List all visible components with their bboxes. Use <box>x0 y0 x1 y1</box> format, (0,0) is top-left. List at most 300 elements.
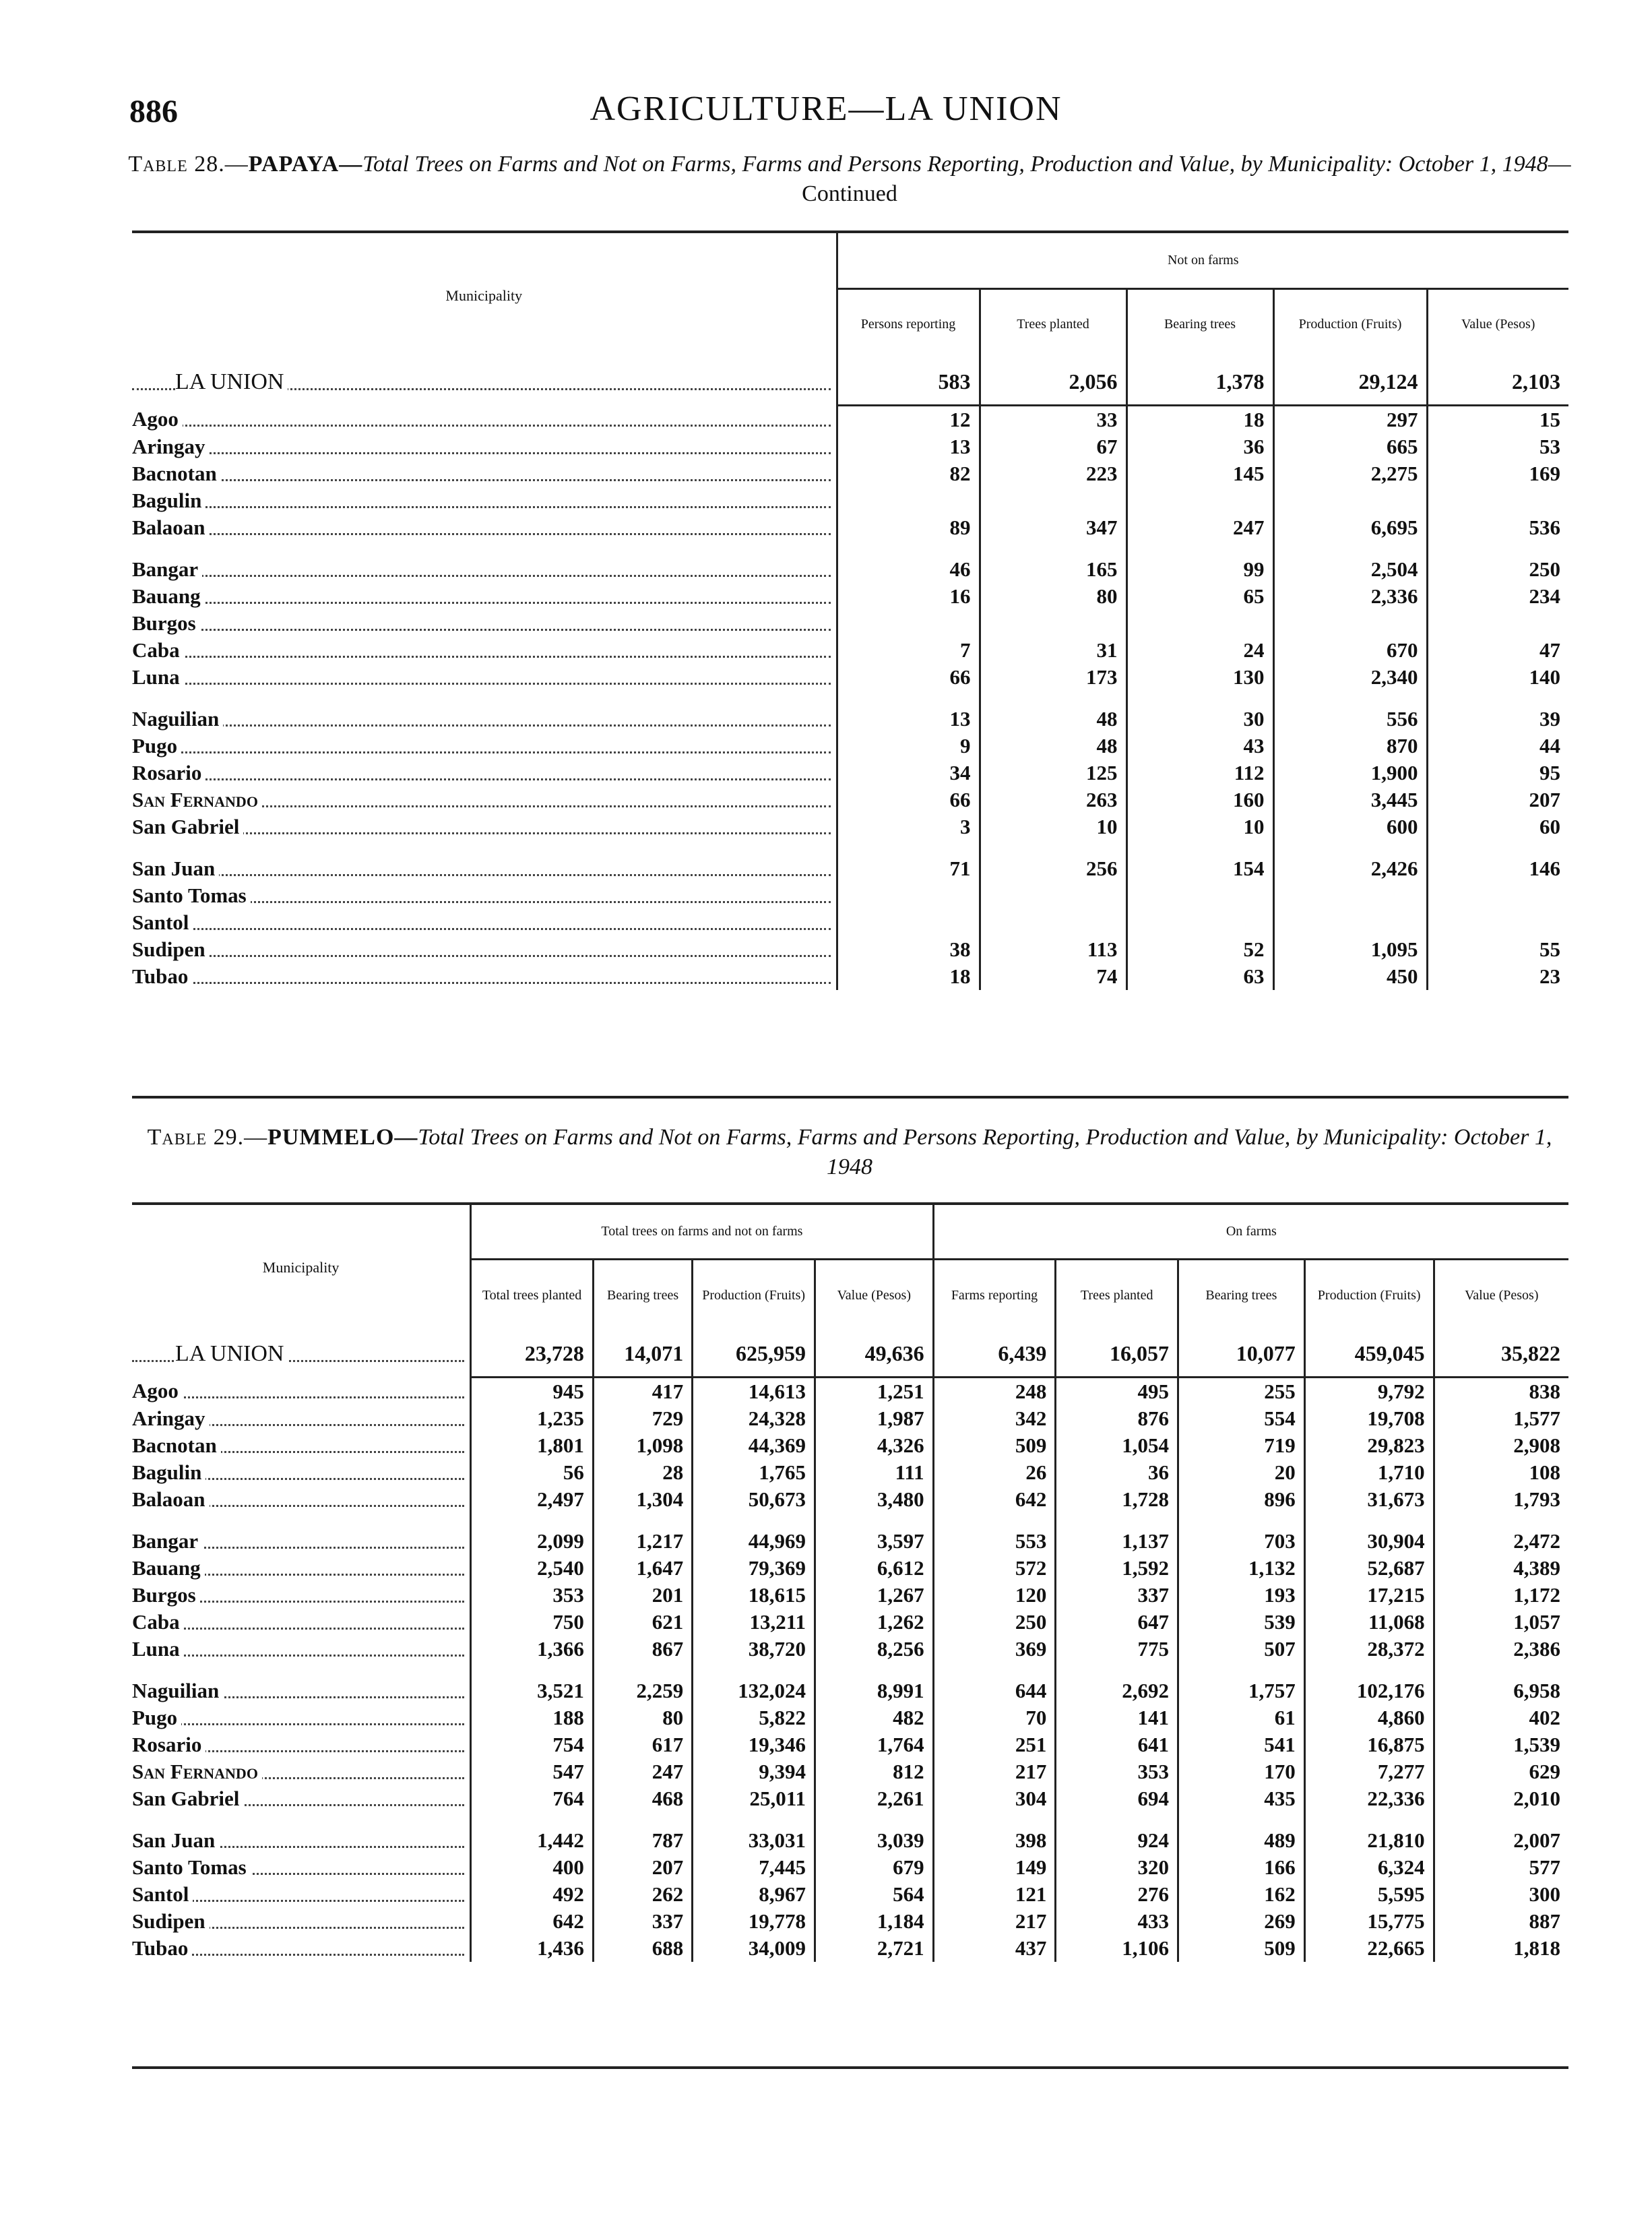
data-cell: 536 <box>1427 514 1568 541</box>
data-cell: 764 <box>471 1785 594 1812</box>
data-cell: 2,692 <box>1056 1677 1178 1704</box>
data-cell: 146 <box>1427 855 1568 882</box>
data-cell: 750 <box>471 1609 594 1636</box>
spacer-cell <box>132 541 837 556</box>
municipality-label: San Juan <box>132 857 219 880</box>
data-cell: 507 <box>1178 1636 1305 1663</box>
municipality-label: Aringay <box>132 435 210 458</box>
t29-column-header: Bearing trees <box>593 1259 692 1330</box>
data-cell: 583 <box>837 359 980 406</box>
data-cell: 4,389 <box>1434 1555 1568 1582</box>
t28-column-header: Trees planted <box>980 288 1126 359</box>
municipality-label: Bagulin <box>132 1460 205 1484</box>
data-cell: 3,597 <box>815 1528 933 1555</box>
data-cell: 641 <box>1056 1731 1178 1758</box>
spacer-cell <box>1304 1663 1434 1677</box>
table28-caption-text: Total Trees on Farms and Not on Farms, Farms and Persons Reporting, Production and Value, by Municipality: October 1, 1948 <box>362 152 1548 177</box>
spacer-cell <box>815 1513 933 1528</box>
municipality-name <box>132 406 837 434</box>
municipality-label: Burgos <box>132 611 200 635</box>
data-cell: 4,326 <box>815 1432 933 1459</box>
data-cell: 1,728 <box>1056 1486 1178 1513</box>
data-cell: 353 <box>471 1582 594 1609</box>
t29-table-row <box>132 1405 1568 1432</box>
municipality-name <box>132 760 837 786</box>
municipality-name <box>132 1459 471 1486</box>
data-cell: 679 <box>815 1854 933 1881</box>
data-cell: 50,673 <box>693 1486 815 1513</box>
data-cell: 66 <box>837 664 980 691</box>
data-cell: 28,372 <box>1304 1636 1434 1663</box>
t29-column-header: Bearing trees <box>1178 1259 1305 1330</box>
t28-table-row <box>132 706 1568 733</box>
spacer-cell <box>933 1513 1056 1528</box>
data-cell: 121 <box>933 1881 1056 1908</box>
municipality-label: Luna <box>132 1637 184 1661</box>
municipality-name <box>132 855 837 882</box>
data-cell: 217 <box>933 1758 1056 1785</box>
data-cell: 342 <box>933 1405 1056 1432</box>
municipality-name <box>132 359 837 406</box>
data-cell <box>1427 487 1568 514</box>
municipality-name <box>132 1935 471 1962</box>
t29-table-row <box>132 1758 1568 1785</box>
data-cell: 2,540 <box>471 1555 594 1582</box>
spacer-cell <box>1427 840 1568 855</box>
data-cell: 5,822 <box>693 1704 815 1731</box>
data-cell: 1,184 <box>815 1908 933 1935</box>
data-cell: 63 <box>1126 963 1273 990</box>
municipality-label: Bauang <box>132 1556 205 1580</box>
spacer-cell <box>1056 1663 1178 1677</box>
data-cell: 417 <box>593 1378 692 1406</box>
data-cell: 67 <box>980 433 1126 460</box>
data-cell: 52,687 <box>1304 1555 1434 1582</box>
data-cell: 398 <box>933 1827 1056 1854</box>
data-cell: 18,615 <box>693 1582 815 1609</box>
data-cell: 2,010 <box>1434 1785 1568 1812</box>
t28-table-row <box>132 664 1568 691</box>
municipality-label: Bacnotan <box>132 1433 221 1457</box>
t28-column-header: Value (Pesos) <box>1427 288 1568 359</box>
data-cell: 16,057 <box>1056 1330 1178 1378</box>
t29-table-row <box>132 1459 1568 1486</box>
data-cell: 554 <box>1178 1405 1305 1432</box>
spacer-cell <box>1273 541 1427 556</box>
t29-table-row <box>132 1908 1568 1935</box>
t28-table-row <box>132 487 1568 514</box>
data-cell: 20 <box>1178 1459 1305 1486</box>
data-cell: 217 <box>933 1908 1056 1935</box>
table28-group-header: Not on farms <box>837 232 1568 288</box>
municipality-label: Bacnotan <box>132 462 221 485</box>
data-cell: 402 <box>1434 1704 1568 1731</box>
data-cell: 688 <box>593 1935 692 1962</box>
spacer-row <box>132 691 1568 706</box>
data-cell: 33 <box>980 406 1126 434</box>
data-cell: 113 <box>980 936 1126 963</box>
data-cell: 23 <box>1427 963 1568 990</box>
spacer-cell <box>132 1513 471 1528</box>
municipality-name <box>132 637 837 664</box>
data-cell: 1,132 <box>1178 1555 1305 1582</box>
municipality-name <box>132 1378 471 1406</box>
data-cell <box>980 487 1126 514</box>
data-cell: 703 <box>1178 1528 1305 1555</box>
data-cell <box>980 610 1126 637</box>
data-cell: 1,801 <box>471 1432 594 1459</box>
data-cell: 35,822 <box>1434 1330 1568 1378</box>
data-cell: 82 <box>837 460 980 487</box>
data-cell: 2,497 <box>471 1486 594 1513</box>
table29-caption-text: Total Trees on Farms and Not on Farms, Farms and Persons Reporting, Production and Value, by Municipality: October 1, 1948 <box>418 1125 1552 1179</box>
data-cell: 34,009 <box>693 1935 815 1962</box>
data-cell: 111 <box>815 1459 933 1486</box>
data-cell: 577 <box>1434 1854 1568 1881</box>
spacer-cell <box>1056 1812 1178 1827</box>
municipality-label: Sudipen <box>132 937 210 961</box>
data-cell: 71 <box>837 855 980 882</box>
data-cell: 120 <box>933 1582 1056 1609</box>
spacer-cell <box>471 1812 594 1827</box>
table28-caption-lead: Table 28.— <box>128 152 249 177</box>
data-cell: 80 <box>593 1704 692 1731</box>
municipality-label: Naguilian <box>132 707 223 731</box>
data-cell: 251 <box>933 1731 1056 1758</box>
running-head: AGRICULTURE—LA UNION <box>590 90 1062 128</box>
t28-table-row <box>132 909 1568 936</box>
t28-table-row <box>132 733 1568 760</box>
data-cell: 2,275 <box>1273 460 1427 487</box>
data-cell: 1,577 <box>1434 1405 1568 1432</box>
data-cell: 36 <box>1126 433 1273 460</box>
t29-table-row <box>132 1582 1568 1609</box>
data-cell: 12 <box>837 406 980 434</box>
t29-table-row <box>132 1854 1568 1881</box>
spacer-cell <box>980 840 1126 855</box>
data-cell: 38 <box>837 936 980 963</box>
data-cell: 492 <box>471 1881 594 1908</box>
data-cell: 4,860 <box>1304 1704 1434 1731</box>
data-cell: 26 <box>933 1459 1056 1486</box>
t29-column-header: Production (Fruits) <box>693 1259 815 1330</box>
municipality-label: Caba <box>132 638 184 662</box>
municipality-label: San Fernando <box>132 1760 262 1783</box>
spacer-cell <box>593 1663 692 1677</box>
t28-table-row <box>132 936 1568 963</box>
data-cell: 495 <box>1056 1378 1178 1406</box>
data-cell: 49,636 <box>815 1330 933 1378</box>
data-cell: 145 <box>1126 460 1273 487</box>
data-cell: 46 <box>837 556 980 583</box>
data-cell: 173 <box>980 664 1126 691</box>
data-cell: 256 <box>980 855 1126 882</box>
municipality-name <box>132 514 837 541</box>
data-cell: 553 <box>933 1528 1056 1555</box>
data-cell: 29,124 <box>1273 359 1427 406</box>
municipality-name <box>132 460 837 487</box>
municipality-label: Agoo <box>132 407 183 431</box>
data-cell <box>1427 882 1568 909</box>
data-cell <box>980 909 1126 936</box>
data-cell: 262 <box>593 1881 692 1908</box>
t28-table-row <box>132 882 1568 909</box>
data-cell: 665 <box>1273 433 1427 460</box>
data-cell: 22,665 <box>1304 1935 1434 1962</box>
data-cell: 450 <box>1273 963 1427 990</box>
municipality-label: Burgos <box>132 1583 200 1607</box>
spacer-cell <box>1126 840 1273 855</box>
data-cell: 55 <box>1427 936 1568 963</box>
data-cell: 31 <box>980 637 1126 664</box>
data-cell: 297 <box>1273 406 1427 434</box>
municipality-name <box>132 1405 471 1432</box>
data-cell: 337 <box>593 1908 692 1935</box>
spacer-cell <box>815 1663 933 1677</box>
spacer-row <box>132 541 1568 556</box>
data-cell: 44 <box>1427 733 1568 760</box>
t29-total-row <box>132 1330 1568 1378</box>
data-cell: 3,039 <box>815 1827 933 1854</box>
municipality-label: Caba <box>132 1610 184 1634</box>
t28-table-row <box>132 406 1568 434</box>
data-cell: 400 <box>471 1854 594 1881</box>
data-cell: 924 <box>1056 1827 1178 1854</box>
data-cell: 16,875 <box>1304 1731 1434 1758</box>
municipality-label: Balaoan <box>132 516 210 539</box>
municipality-name <box>132 556 837 583</box>
data-cell: 435 <box>1178 1785 1305 1812</box>
data-cell: 166 <box>1178 1854 1305 1881</box>
data-cell: 132,024 <box>693 1677 815 1704</box>
municipality-label: Bagulin <box>132 489 205 512</box>
data-cell: 2,103 <box>1427 359 1568 406</box>
data-cell: 61 <box>1178 1704 1305 1731</box>
data-cell: 1,818 <box>1434 1935 1568 1962</box>
t28-table-row <box>132 514 1568 541</box>
municipality-label: Bangar <box>132 1529 202 1553</box>
data-cell: 2,259 <box>593 1677 692 1704</box>
data-cell: 945 <box>471 1378 594 1406</box>
data-cell: 1,987 <box>815 1405 933 1432</box>
t28-total-row <box>132 359 1568 406</box>
data-cell: 31,673 <box>1304 1486 1434 1513</box>
data-cell: 18 <box>1126 406 1273 434</box>
data-cell: 30 <box>1126 706 1273 733</box>
municipality-name <box>132 1827 471 1854</box>
spacer-cell <box>1304 1513 1434 1528</box>
data-cell <box>1126 909 1273 936</box>
data-cell: 775 <box>1056 1636 1178 1663</box>
data-cell <box>1427 610 1568 637</box>
municipality-label: LA UNION <box>175 1341 288 1366</box>
data-cell <box>1126 487 1273 514</box>
data-cell: 812 <box>815 1758 933 1785</box>
t28-table-row <box>132 813 1568 840</box>
data-cell: 14,613 <box>693 1378 815 1406</box>
data-cell: 53 <box>1427 433 1568 460</box>
data-cell: 9 <box>837 733 980 760</box>
table29-caption-lead: Table 29.— <box>147 1125 268 1150</box>
data-cell: 642 <box>933 1486 1056 1513</box>
data-cell <box>837 909 980 936</box>
data-cell: 141 <box>1056 1704 1178 1731</box>
data-cell: 269 <box>1178 1908 1305 1935</box>
data-cell: 9,792 <box>1304 1378 1434 1406</box>
municipality-name <box>132 786 837 813</box>
data-cell: 108 <box>1434 1459 1568 1486</box>
municipality-name <box>132 1908 471 1935</box>
data-cell <box>1273 610 1427 637</box>
data-cell: 102,176 <box>1304 1677 1434 1704</box>
data-cell: 1,592 <box>1056 1555 1178 1582</box>
data-cell: 18 <box>837 963 980 990</box>
spacer-cell <box>132 1663 471 1677</box>
municipality-label: Tubao <box>132 964 192 988</box>
data-cell: 468 <box>593 1785 692 1812</box>
data-cell: 369 <box>933 1636 1056 1663</box>
data-cell: 263 <box>980 786 1126 813</box>
data-cell: 7,277 <box>1304 1758 1434 1785</box>
data-cell: 8,991 <box>815 1677 933 1704</box>
data-cell: 47 <box>1427 637 1568 664</box>
t28-column-header: Persons reporting <box>837 288 980 359</box>
data-cell: 1,235 <box>471 1405 594 1432</box>
municipality-name <box>132 882 837 909</box>
spacer-row <box>132 1513 1568 1528</box>
municipality-label: Santo Tomas <box>132 884 251 907</box>
data-cell: 1,172 <box>1434 1582 1568 1609</box>
data-cell: 13 <box>837 706 980 733</box>
t29-column-header: Total trees planted <box>471 1259 594 1330</box>
data-cell: 80 <box>980 583 1126 610</box>
data-cell: 247 <box>593 1758 692 1785</box>
data-cell: 10 <box>980 813 1126 840</box>
data-cell: 300 <box>1434 1881 1568 1908</box>
data-cell: 509 <box>933 1432 1056 1459</box>
municipality-label: Santo Tomas <box>132 1855 251 1879</box>
data-cell: 337 <box>1056 1582 1178 1609</box>
municipality-name <box>132 1704 471 1731</box>
data-cell: 30,904 <box>1304 1528 1434 1555</box>
data-cell: 482 <box>815 1704 933 1731</box>
data-cell: 1,054 <box>1056 1432 1178 1459</box>
t29-table-row <box>132 1609 1568 1636</box>
municipality-name <box>132 1609 471 1636</box>
t29-table-row <box>132 1704 1568 1731</box>
data-cell: 10 <box>1126 813 1273 840</box>
municipality-label: San Gabriel <box>132 1787 243 1810</box>
t29-table-row <box>132 1731 1568 1758</box>
municipality-name <box>132 733 837 760</box>
spacer-row <box>132 1812 1568 1827</box>
municipality-name <box>132 433 837 460</box>
spacer-row <box>132 840 1568 855</box>
municipality-label: Agoo <box>132 1379 183 1402</box>
t28-table-row <box>132 433 1568 460</box>
data-cell: 320 <box>1056 1854 1178 1881</box>
data-cell: 170 <box>1178 1758 1305 1785</box>
data-cell: 38,720 <box>693 1636 815 1663</box>
spacer-cell <box>1056 1513 1178 1528</box>
table29-caption-name: PUMMELO— <box>267 1125 418 1150</box>
municipality-name <box>132 813 837 840</box>
data-cell: 1,095 <box>1273 936 1427 963</box>
spacer-cell <box>837 541 980 556</box>
data-cell: 7 <box>837 637 980 664</box>
spacer-cell <box>132 691 837 706</box>
data-cell: 223 <box>980 460 1126 487</box>
data-cell: 509 <box>1178 1935 1305 1962</box>
data-cell: 3 <box>837 813 980 840</box>
data-cell: 600 <box>1273 813 1427 840</box>
data-cell: 2,099 <box>471 1528 594 1555</box>
data-cell: 25,011 <box>693 1785 815 1812</box>
data-cell: 670 <box>1273 637 1427 664</box>
spacer-cell <box>1126 691 1273 706</box>
data-cell: 8,256 <box>815 1636 933 1663</box>
data-cell: 14,071 <box>593 1330 692 1378</box>
data-cell: 24 <box>1126 637 1273 664</box>
table28-municipality-header: Municipality <box>445 287 523 304</box>
data-cell: 130 <box>1126 664 1273 691</box>
spacer-row <box>132 1663 1568 1677</box>
t28-column-header: Production (Fruits) <box>1273 288 1427 359</box>
data-cell: 6,695 <box>1273 514 1427 541</box>
t29-table-row <box>132 1486 1568 1513</box>
municipality-name <box>132 1731 471 1758</box>
data-cell: 2,340 <box>1273 664 1427 691</box>
spacer-cell <box>1126 541 1273 556</box>
data-cell: 250 <box>933 1609 1056 1636</box>
municipality-label: Bangar <box>132 557 202 581</box>
municipality-label: Luna <box>132 665 184 689</box>
spacer-cell <box>1304 1812 1434 1827</box>
municipality-label: Balaoan <box>132 1487 210 1511</box>
spacer-cell <box>471 1663 594 1677</box>
data-cell: 201 <box>593 1582 692 1609</box>
data-cell: 2,056 <box>980 359 1126 406</box>
data-cell: 1,378 <box>1126 359 1273 406</box>
municipality-label: Aringay <box>132 1407 210 1430</box>
t29-table-row <box>132 1432 1568 1459</box>
t28-column-header: Bearing trees <box>1126 288 1273 359</box>
data-cell: 541 <box>1178 1731 1305 1758</box>
table28-caption-name: PAPAYA— <box>248 152 363 177</box>
spacer-cell <box>837 840 980 855</box>
spacer-cell <box>132 1812 471 1827</box>
data-cell: 44,369 <box>693 1432 815 1459</box>
data-cell: 547 <box>471 1758 594 1785</box>
t28-table-row <box>132 963 1568 990</box>
data-cell <box>837 882 980 909</box>
municipality-label: San Juan <box>132 1828 219 1852</box>
data-cell: 65 <box>1126 583 1273 610</box>
municipality-label: Santol <box>132 910 193 934</box>
data-cell: 787 <box>593 1827 692 1854</box>
spacer-cell <box>1434 1812 1568 1827</box>
spacer-cell <box>1434 1513 1568 1528</box>
data-cell: 6,324 <box>1304 1854 1434 1881</box>
data-cell: 165 <box>980 556 1126 583</box>
data-cell: 33,031 <box>693 1827 815 1854</box>
spacer-cell <box>933 1663 1056 1677</box>
t29-table-row <box>132 1528 1568 1555</box>
data-cell: 207 <box>1427 786 1568 813</box>
data-cell: 617 <box>593 1731 692 1758</box>
data-cell: 193 <box>1178 1582 1305 1609</box>
data-cell: 719 <box>1178 1432 1305 1459</box>
